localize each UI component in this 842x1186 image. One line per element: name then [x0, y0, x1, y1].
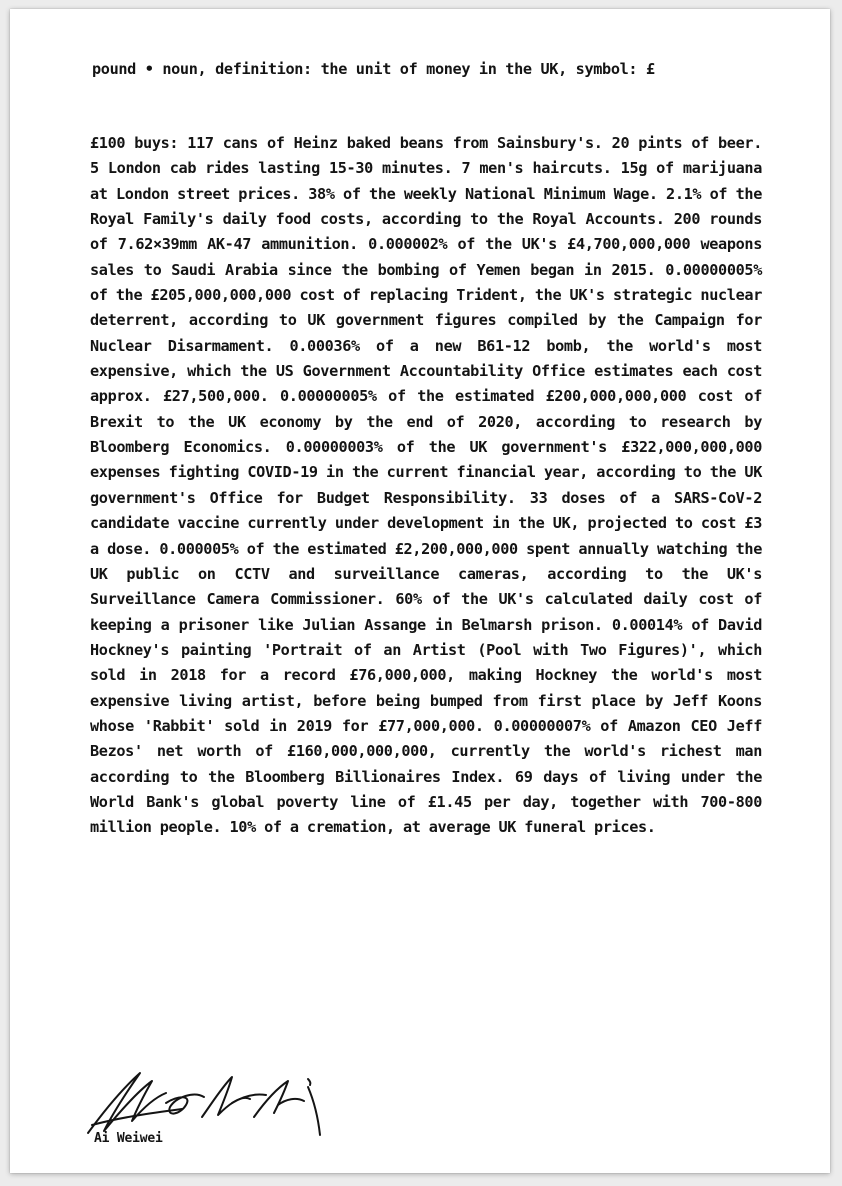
signature-image — [82, 1059, 342, 1139]
definition-line: pound • noun, definition: the unit of money in the UK, symbol: £ — [92, 60, 655, 78]
artist-name: Ai Weiwei — [94, 1131, 163, 1146]
document-page — [10, 9, 830, 1173]
body-paragraph: £100 buys: 117 cans of Heinz baked beans from Sainsbury's. 20 pints of beer. 5 London cab rides lasting 15-30 minutes. 7 men's haircuts. 15g of marijuana at London street prices. 38% of the weekly National Minimum Wage. 2.1% of the Royal Family's daily food costs, according to the Royal Accounts. 200 rounds of 7.62×39mm AK-47 ammunition. 0.000002% of the UK's £4,700,000,000 weapons sales to Saudi Arabia since the bombing of Yemen began in 2015. 0.00000005% of the £205,000,000,000 cost of replacing Trident, the UK's strategic nuclear deterrent, according to UK government figures compiled by the Campaign for Nuclear Disarmament. 0.00036% of a new B61-12 bomb, the world's most expensive, which the US Government Accountability Office estimates each cost approx. £27,500,000. 0.00000005% of the estimated £200,000,000,000 cost of Brexit to the UK economy by the end of 2020, according to research by Bloomberg Economics. 0.00000003% of the UK government's £322,000,000,000 expenses fighting COVID-19 in the current financial year, according to the UK government's Office for Budget Responsibility. 33 doses of a SARS-CoV-2 candidate vaccine currently under development in the UK, projected to cost £3 a dose. 0.000005% of the estimated £2,200,000,000 spent annually watching the UK public on CCTV and surveillance cameras, according to the UK's Surveillance Camera Commissioner. 60% of the UK's calculated daily cost of keeping a prisoner like Julian Assange in Belmarsh prison. 0.00014% of David Hockney's painting 'Portrait of an Artist (Pool with Two Figures)', which sold in 2018 for a record £76,000,000, making Hockney the world's most expensive living artist, before being bumped from first place by Jeff Koons whose 'Rabbit' sold in 2019 for £77,000,000. 0.00000007% of Amazon CEO Jeff Bezos' net worth of £160,000,000,000, currently the world's richest man according to the Bloomberg Billionaires Index. 69 days of living under the World Bank's global poverty line of £1.45 per day, together with 700-800 million people. 10% of a cremation, at average UK funeral prices. — [90, 134, 762, 837]
